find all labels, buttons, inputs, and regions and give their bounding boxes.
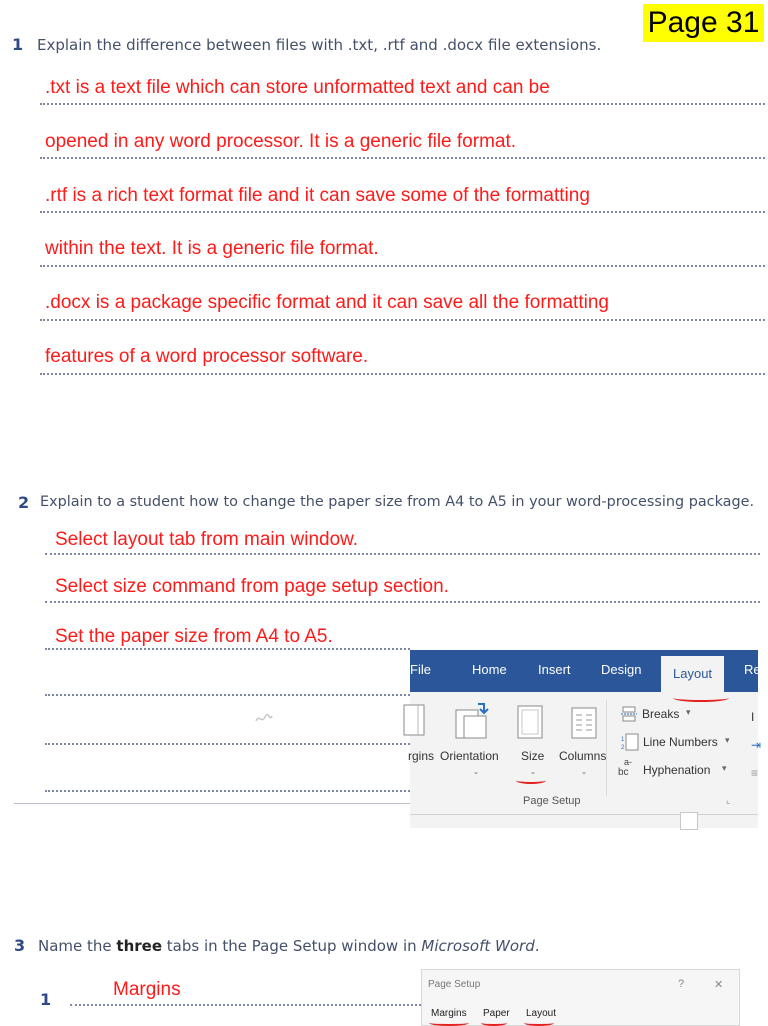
breaks-menu-item[interactable]: Breaks xyxy=(642,707,680,721)
tab-layout[interactable]: Layout xyxy=(661,656,724,692)
dialog-tab-margins[interactable]: Margins xyxy=(431,1008,467,1019)
hyphenation-icon xyxy=(618,756,640,778)
size-underline xyxy=(516,777,546,784)
answer-rule xyxy=(70,1004,421,1006)
page-setup-dialog-screenshot xyxy=(421,969,740,1026)
orientation-label[interactable]: Orientation xyxy=(440,749,499,763)
q3-text-part: Name the xyxy=(38,937,117,955)
ribbon-tab-bar xyxy=(410,650,761,692)
help-icon[interactable]: ? xyxy=(678,978,685,990)
dialog-tab-layout[interactable]: Layout xyxy=(526,1008,557,1019)
page-number-badge: Page 31 xyxy=(643,4,764,42)
q3-answer-1: Margins xyxy=(113,979,181,1000)
chevron-down-icon: ▾ xyxy=(725,735,730,745)
breaks-icon xyxy=(621,706,637,722)
tab-design[interactable]: Design xyxy=(601,662,642,677)
question-3-number: 3 xyxy=(14,936,26,955)
q2-answer-line-1: Select layout tab from main window. xyxy=(55,529,359,550)
size-icon[interactable] xyxy=(515,704,547,740)
tab-file[interactable]: File xyxy=(410,662,431,677)
q2-answer-line-3: Set the paper size from A4 to A5. xyxy=(55,626,333,647)
orientation-icon[interactable] xyxy=(454,702,490,740)
group-divider xyxy=(606,700,607,796)
paper-tab-underline xyxy=(481,1020,507,1026)
svg-text:bc: bc xyxy=(618,767,629,778)
scribble-mark xyxy=(254,712,274,726)
answer-rule xyxy=(45,601,760,603)
layout-tab-underline xyxy=(524,1020,554,1026)
columns-label[interactable]: Columns xyxy=(559,749,607,763)
hyphenation-menu-item[interactable]: Hyphenation xyxy=(643,763,711,777)
line-numbers-icon xyxy=(621,733,639,751)
ribbon-bottom-border xyxy=(410,814,758,815)
q1-answer-line-2: opened in any word processor. It is a generic file format. xyxy=(45,131,517,152)
question-1-number: 1 xyxy=(12,35,24,54)
columns-icon[interactable] xyxy=(570,706,598,740)
question-3-text xyxy=(38,937,540,955)
question-2-number: 2 xyxy=(18,493,30,512)
svg-text:1: 1 xyxy=(621,737,625,743)
close-icon[interactable]: ✕ xyxy=(714,979,724,991)
answer-rule xyxy=(45,553,760,555)
answer-rule xyxy=(40,211,765,213)
tab-insert[interactable]: Insert xyxy=(538,662,571,677)
orientation-dropdown-icon: - xyxy=(474,765,478,779)
answer-rule xyxy=(45,790,410,792)
spacing-partial-icon: ≡ xyxy=(751,766,759,780)
q1-answer-line-4: within the text. It is a generic file format. xyxy=(45,238,379,259)
line-numbers-menu-item[interactable]: Line Numbers xyxy=(643,735,718,749)
dialog-tab-paper[interactable]: Paper xyxy=(483,1008,510,1019)
layout-underline xyxy=(673,694,729,702)
q3-bold-word: three xyxy=(116,937,162,955)
answer-rule xyxy=(45,743,410,745)
dialog-title: Page Setup xyxy=(428,979,481,990)
word-ribbon-screenshot xyxy=(408,650,762,828)
tab-review[interactable]: Re xyxy=(744,662,761,677)
indent-partial-icon: ⇥ xyxy=(751,738,762,752)
indent-partial-label: I xyxy=(751,710,755,724)
question-2-text: Explain to a student how to change the paper size from A4 to A5 in your word-processing package. xyxy=(40,494,755,510)
answer-rule xyxy=(40,319,765,321)
q2-answer-line-2: Select size command from page setup section. xyxy=(55,576,449,597)
tab-home[interactable]: Home xyxy=(472,662,507,677)
columns-dropdown-icon: - xyxy=(582,765,586,779)
chevron-down-icon: ▾ xyxy=(722,763,727,773)
answer-rule xyxy=(45,648,410,650)
svg-text:2: 2 xyxy=(621,745,625,751)
answer-rule xyxy=(40,265,765,267)
scroll-box xyxy=(680,812,698,830)
section-divider xyxy=(14,803,410,804)
answer-rule xyxy=(40,373,765,375)
q3-text-part: tabs in the Page Setup window in xyxy=(162,937,422,955)
page-setup-group-label: Page Setup xyxy=(523,795,581,807)
q1-answer-line-5: .docx is a package specific format and it can save all the formatting xyxy=(45,292,609,313)
answer-rule xyxy=(45,694,410,696)
size-label[interactable]: Size xyxy=(521,749,545,763)
q3-text-part: . xyxy=(534,937,540,955)
q1-answer-line-3: .rtf is a rich text format file and it can save some of the formatting xyxy=(45,185,590,206)
size-dropdown-icon: - xyxy=(531,765,535,779)
answer-rule xyxy=(40,157,765,159)
dialog-launcher-icon[interactable]: ⌞ xyxy=(726,795,731,805)
chevron-down-icon: ▾ xyxy=(686,707,691,717)
answer-rule xyxy=(40,103,765,105)
margins-label[interactable]: rgins xyxy=(408,749,435,763)
margins-tab-underline xyxy=(429,1020,469,1026)
q1-answer-line-6: features of a word processor software. xyxy=(45,346,369,367)
svg-text:a-: a- xyxy=(624,757,633,767)
q1-answer-line-1: .txt is a text file which can store unformatted text and can be xyxy=(45,77,550,98)
margins-icon xyxy=(410,704,426,738)
q3-answer-number: 1 xyxy=(40,990,52,1009)
question-1-text: Explain the difference between files with .txt, .rtf and .docx file extensions. xyxy=(37,36,602,54)
q3-italic-product: Microsoft Word xyxy=(421,937,535,955)
